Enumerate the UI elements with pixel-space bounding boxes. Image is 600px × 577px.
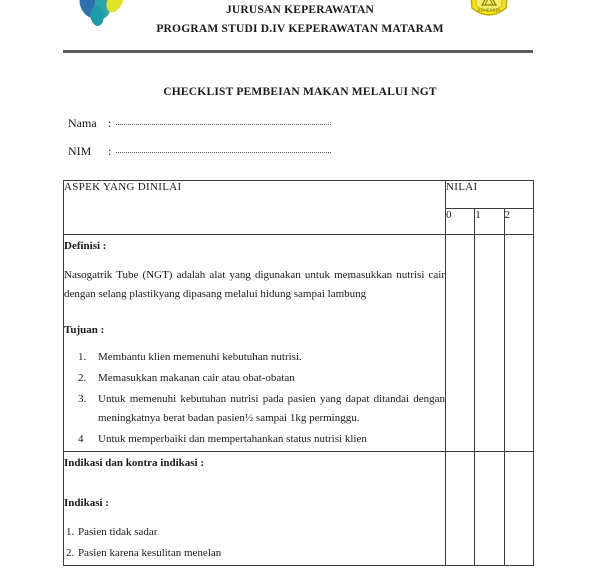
page-title: CHECKLIST PEMBEIAN MAKAN MELALUI NGT	[163, 86, 437, 98]
column-header-score-2: 2	[504, 209, 533, 235]
list-item	[66, 544, 445, 563]
list-item	[78, 430, 445, 449]
table-row	[64, 235, 534, 452]
identity-fields	[68, 116, 488, 172]
nim-colon: :	[108, 144, 112, 158]
politeknik-petals-logo-icon	[72, 0, 130, 34]
assessment-table	[63, 180, 534, 566]
svg-text:KEMENKES: KEMENKES	[477, 7, 501, 13]
list-item	[78, 348, 445, 367]
score-cell-1[interactable]	[475, 452, 504, 566]
list-item-number: 2.	[78, 372, 87, 384]
list-item	[66, 523, 445, 542]
definisi-tujuan-cell	[64, 235, 446, 452]
score-cell-2[interactable]	[504, 452, 533, 566]
list-item-text: Memasukkan makanan cair atau obat-obatan	[98, 372, 295, 384]
list-item	[78, 369, 445, 388]
nim-label: NIM	[68, 144, 92, 158]
score-cell-0[interactable]	[446, 235, 475, 452]
indikasi-heading: Indikasi :	[64, 497, 109, 509]
indikasi-cell	[64, 452, 446, 566]
list-item-text: Membantu klien memenuhi kebutuhan nutrisi.	[98, 351, 302, 363]
list-item-text: Pasien tidak sadar	[78, 526, 158, 538]
definisi-paragraph: Nasogatrik Tube (NGT) adalah alat yang digunakan untuk memasukkan nutrisi cair dengan selang plastikyang dipasang melalui hidung sampai lambung	[64, 269, 445, 300]
column-header-aspect: ASPEK YANG DINILAI	[64, 181, 446, 235]
header-line-program-studi: PROGRAM STUDI D.IV KEPERAWATAN MATARAM	[156, 23, 444, 35]
list-item-text: Untuk memenuhi kebutuhan nutrisi pada pasien yang dapat ditandai dengan meningkatnya berat badan pasien½ sampai 1kg perminggu.	[98, 393, 445, 424]
list-item-number: 1.	[78, 351, 87, 363]
list-item-number: 3.	[78, 393, 87, 405]
column-header-score-0: 0	[446, 209, 475, 235]
tujuan-list	[64, 348, 445, 449]
nim-row	[68, 144, 488, 172]
document-header	[0, 0, 600, 45]
score-cell-2[interactable]	[504, 235, 533, 452]
tujuan-heading: Tujuan :	[64, 324, 105, 336]
kemenkes-crest-logo-icon	[462, 0, 516, 32]
nama-label: Nama	[68, 116, 97, 130]
table-row	[64, 452, 534, 566]
header-line-jurusan: JURUSAN KEPERAWATAN	[225, 4, 375, 16]
column-header-score-1: 1	[475, 209, 504, 235]
list-item-number: 1.	[66, 526, 75, 538]
nama-input[interactable]	[116, 117, 331, 125]
definisi-heading: Definisi :	[64, 240, 107, 252]
score-cell-0[interactable]	[446, 452, 475, 566]
table-header-row	[64, 181, 534, 209]
score-cell-1[interactable]	[475, 235, 504, 452]
indikasi-kontra-heading: Indikasi dan kontra indikasi :	[64, 457, 205, 469]
indikasi-list	[64, 523, 445, 563]
list-item	[78, 390, 445, 428]
list-item-text: Untuk memperbaiki dan mempertahankan status nutrisi klien	[98, 433, 367, 445]
list-item-number: 2.	[66, 547, 75, 559]
nim-input[interactable]	[116, 145, 331, 153]
list-item-number: 4	[78, 433, 84, 445]
column-header-nilai: NILAI	[446, 181, 534, 209]
header-divider	[63, 50, 533, 53]
nama-row	[68, 116, 488, 144]
list-item-text: Pasien karena kesulitan menelan	[78, 547, 222, 559]
nama-colon: :	[108, 116, 112, 130]
